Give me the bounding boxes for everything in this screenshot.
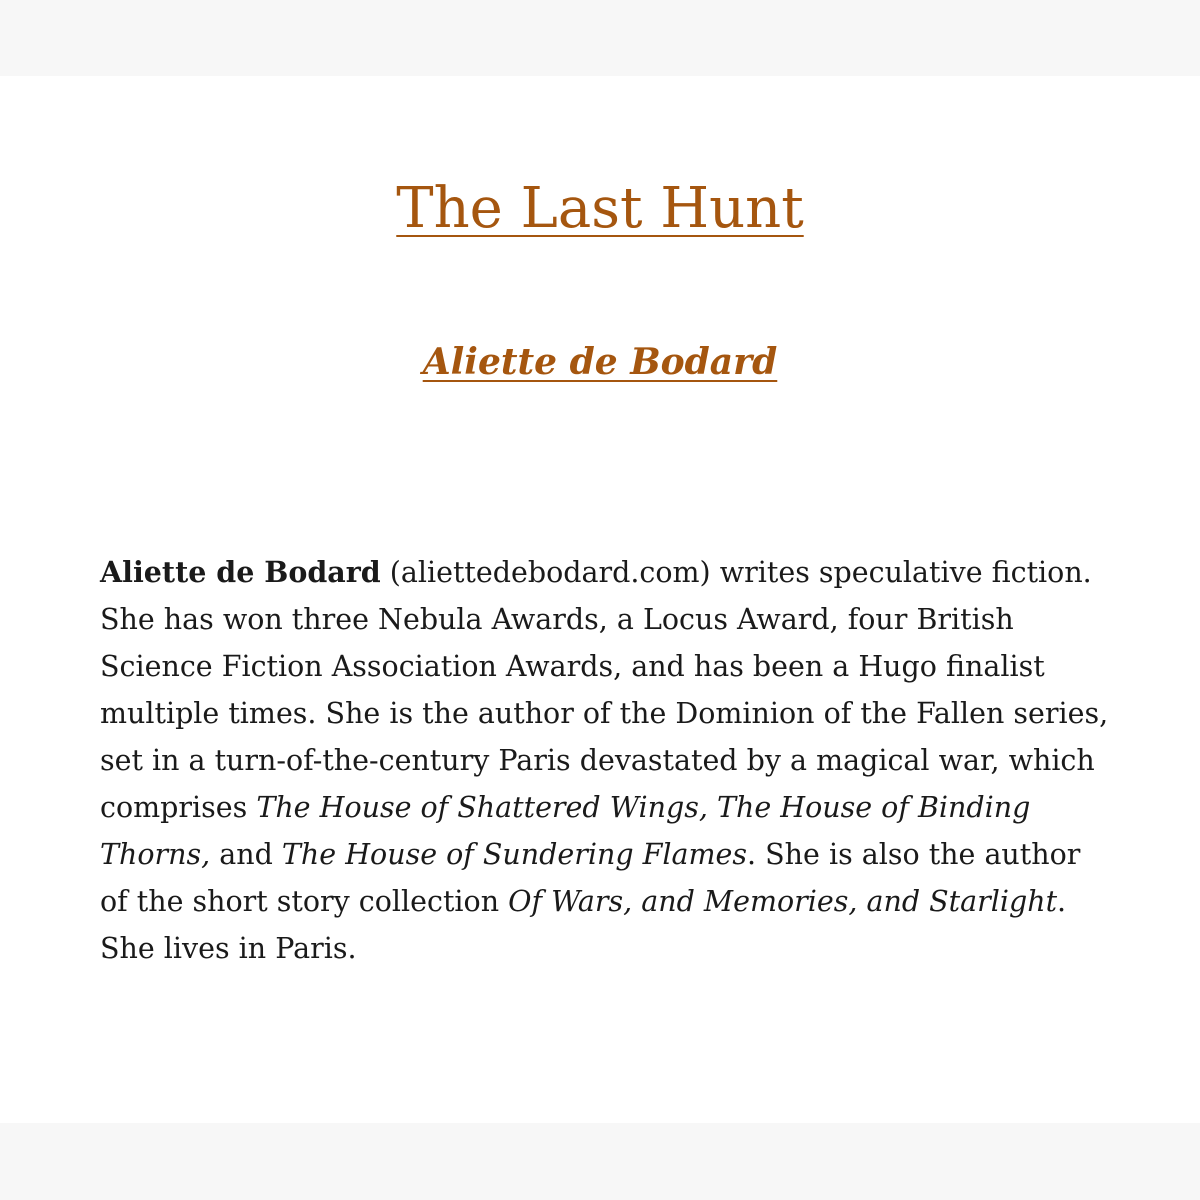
bio-text-4: . She lives in Paris.: [100, 885, 1067, 965]
bio-text-3: . She is also the author of the short story collection: [100, 838, 1081, 918]
bio-book-title-2: The House of Sundering Flames: [281, 838, 748, 871]
bio-text-1: (aliettedebodard.com) writes speculative fiction. She has won three Nebula Awards, a Locus Award, four British Science Fiction Association Awards, and has been a Hugo finalist multiple times. She is the author of the Dominion of the Fallen series, set in a turn-of-the-century Paris devastated by a magical war, which comprises: [100, 556, 1109, 824]
bio-author-name: Aliette de Bodard: [100, 555, 381, 589]
bio-text-2: and: [210, 838, 282, 871]
author-container: [0, 341, 1200, 383]
story-title-link[interactable]: The Last Hunt: [396, 176, 804, 241]
page-content: [0, 76, 1200, 1123]
author-bio: [100, 549, 1110, 972]
bio-book-titles-1: The House of Shattered Wings, The House of Binding Thorns,: [100, 791, 1031, 871]
bio-collection-title: Of Wars, and Memories, and Starlight: [508, 885, 1058, 918]
title-container: [0, 176, 1200, 241]
author-link[interactable]: Aliette de Bodard: [422, 341, 778, 383]
